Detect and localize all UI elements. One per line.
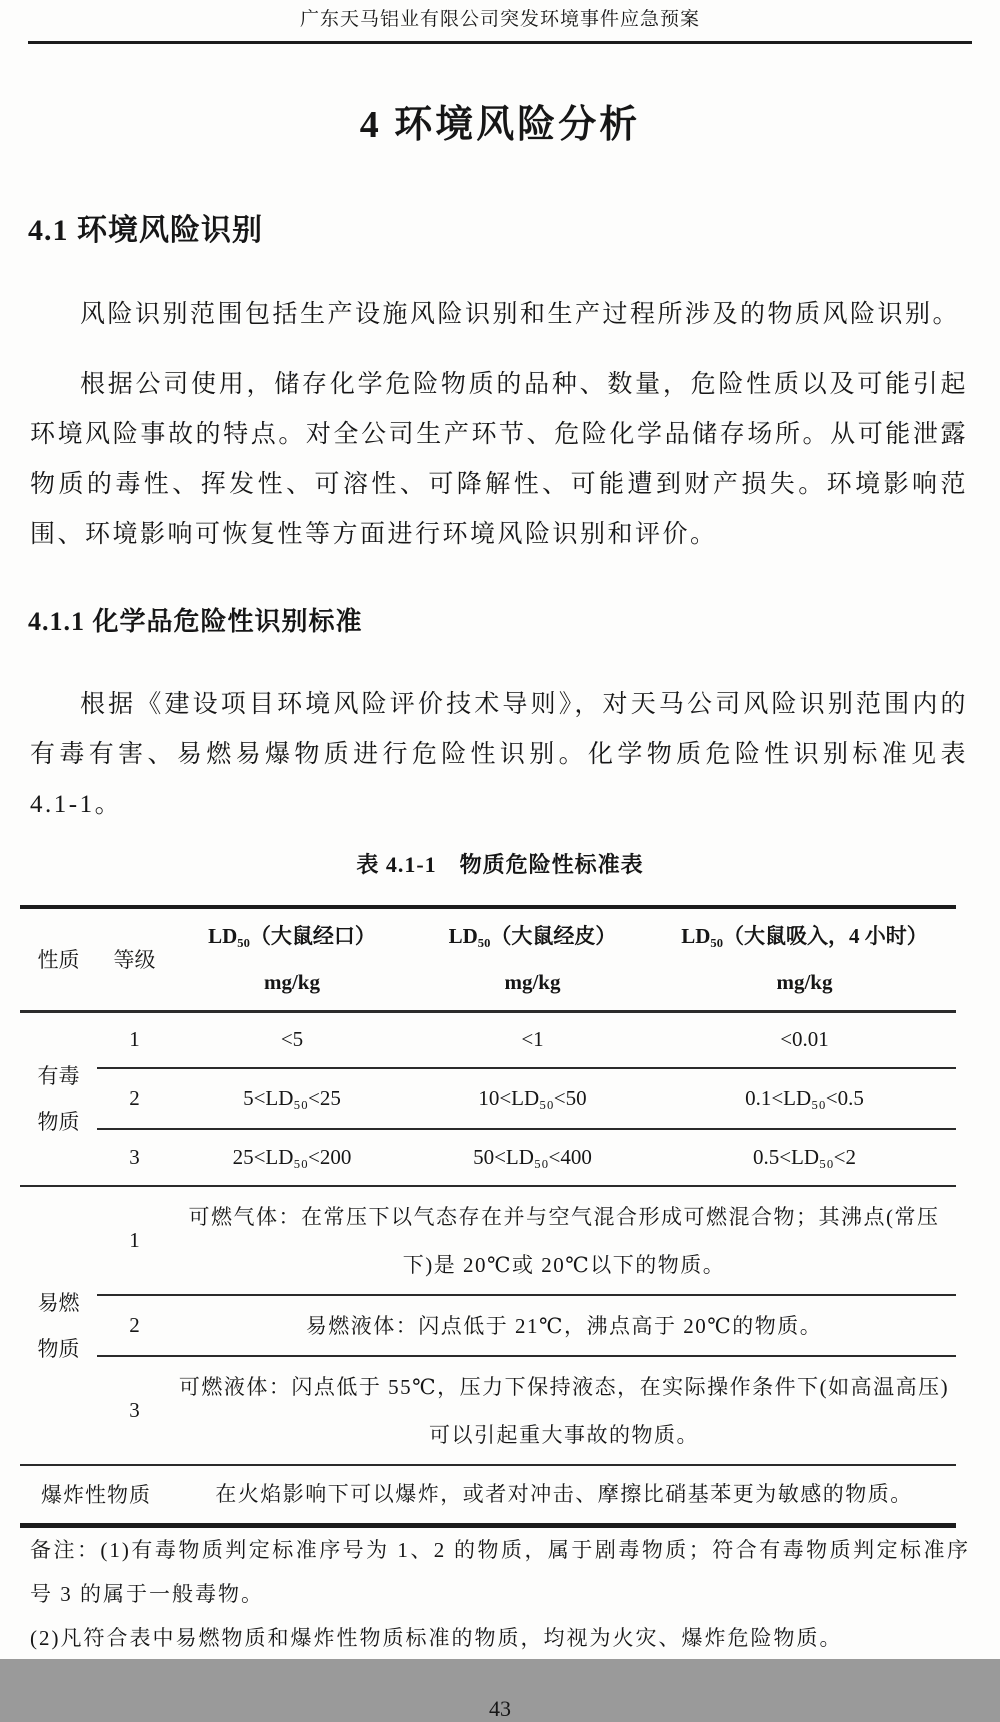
cell-ld50-inhalation: <0.01 [653, 1011, 956, 1068]
cell-ld50-dermal: 10<LD₅₀<50 [412, 1068, 653, 1129]
cell-flammable-desc: 易燃液体：闪点低于 21℃，沸点高于 20℃的物质。 [172, 1295, 956, 1356]
cell-ld50-oral: 5<LD₅₀<25 [172, 1068, 412, 1129]
table-row-toxic-2 [20, 1068, 956, 1129]
table-row-toxic-1 [20, 1011, 956, 1068]
chapter-title: 4 环境风险分析 [359, 104, 641, 146]
cell-grade: 1 [97, 1011, 172, 1068]
note-2: (2)凡符合表中易燃物质和爆炸性物质标准的物质，均视为火灾、爆炸危险物质。 [30, 1625, 843, 1650]
header-rule [28, 41, 972, 44]
cell-flammable-label: 易燃物质 [20, 1186, 97, 1465]
table-row-flammable-3 [20, 1356, 956, 1465]
section-4-1-heading: 4.1 环境风险识别 [28, 214, 263, 247]
th-property: 性质 [37, 948, 80, 973]
cell-flammable-desc: 可燃气体：在常压下以气态存在并与空气混合形成可燃混合物；其沸点(常压下)是 20℃或 20℃以下的物质。 [172, 1186, 956, 1295]
cell-ld50-inhalation: 0.1<LD₅₀<0.5 [653, 1068, 956, 1129]
th-ld50-inhalation: LD₅₀（大鼠吸入，4 小时） mg/kg [681, 924, 928, 995]
table-row-flammable-2 [20, 1295, 956, 1356]
cell-ld50-inhalation: 0.5<LD₅₀<2 [653, 1129, 956, 1186]
th-ld50-dermal: LD₅₀（大鼠经皮） mg/kg [448, 924, 617, 995]
cell-ld50-oral: <5 [172, 1011, 412, 1068]
cell-grade: 3 [97, 1129, 172, 1186]
cell-explosive-label: 爆炸性物质 [20, 1465, 172, 1525]
cell-grade: 2 [97, 1068, 172, 1129]
table-notes [30, 1528, 970, 1660]
cell-flammable-desc: 可燃液体：闪点低于 55℃，压力下保持液态，在实际操作条件下(如高温高压)可以引起重大事故的物质。 [172, 1356, 956, 1465]
cell-grade: 1 [97, 1186, 172, 1295]
th-grade: 等级 [113, 948, 156, 973]
table-row-toxic-3 [20, 1129, 956, 1186]
page-header-title: 广东天马铝业有限公司突发环境事件应急预案 [299, 9, 700, 30]
cell-ld50-dermal: <1 [412, 1011, 653, 1068]
section-4-1-1-heading: 4.1.1 化学品危险性识别标准 [28, 607, 363, 636]
page-number: 43 [489, 1695, 511, 1721]
table-caption: 表 4.1-1 物质危险性标准表 [356, 852, 644, 877]
table-row-flammable-1 [20, 1186, 956, 1295]
cell-ld50-oral: 25<LD₅₀<200 [172, 1129, 412, 1186]
paragraph-risk-basis: 根据公司使用，储存化学危险物质的品种、数量，危险性质以及可能引起环境风险事故的特点。对全公司生产环节、危险化学品储存场所。从可能泄露物质的毒性、挥发性、可溶性、可降解性、可能遭到财产损失。环境影响范围、环境影响可恢复性等方面进行环境风险识别和评价。 [30, 371, 968, 548]
cell-toxic-label: 有毒物质 [20, 1011, 97, 1186]
note-1: 备注：(1)有毒物质判定标准序号为 1、2 的物质，属于剧毒物质；符合有毒物质判定标准序号 3 的属于一般毒物。 [30, 1537, 970, 1606]
paragraph-identification-standard: 根据《建设项目环境风险评价技术导则》，对天马公司风险识别范围内的有毒有害、易燃易爆物质进行危险性识别。化学物质危险性识别标准见表 4.1-1。 [30, 691, 968, 818]
table-header-row [20, 907, 956, 1011]
hazard-criteria-table [20, 905, 956, 1528]
cell-ld50-dermal: 50<LD₅₀<400 [412, 1129, 653, 1186]
paragraph-risk-scope: 风险识别范围包括生产设施风险识别和生产过程所涉及的物质风险识别。 [80, 301, 961, 328]
cell-explosive-desc: 在火焰影响下可以爆炸，或者对冲击、摩擦比硝基苯更为敏感的物质。 [172, 1465, 956, 1525]
cell-grade: 2 [97, 1295, 172, 1356]
cell-grade: 3 [97, 1356, 172, 1465]
table-row-explosive [20, 1465, 956, 1525]
th-ld50-oral: LD₅₀（大鼠经口） mg/kg [208, 924, 376, 995]
